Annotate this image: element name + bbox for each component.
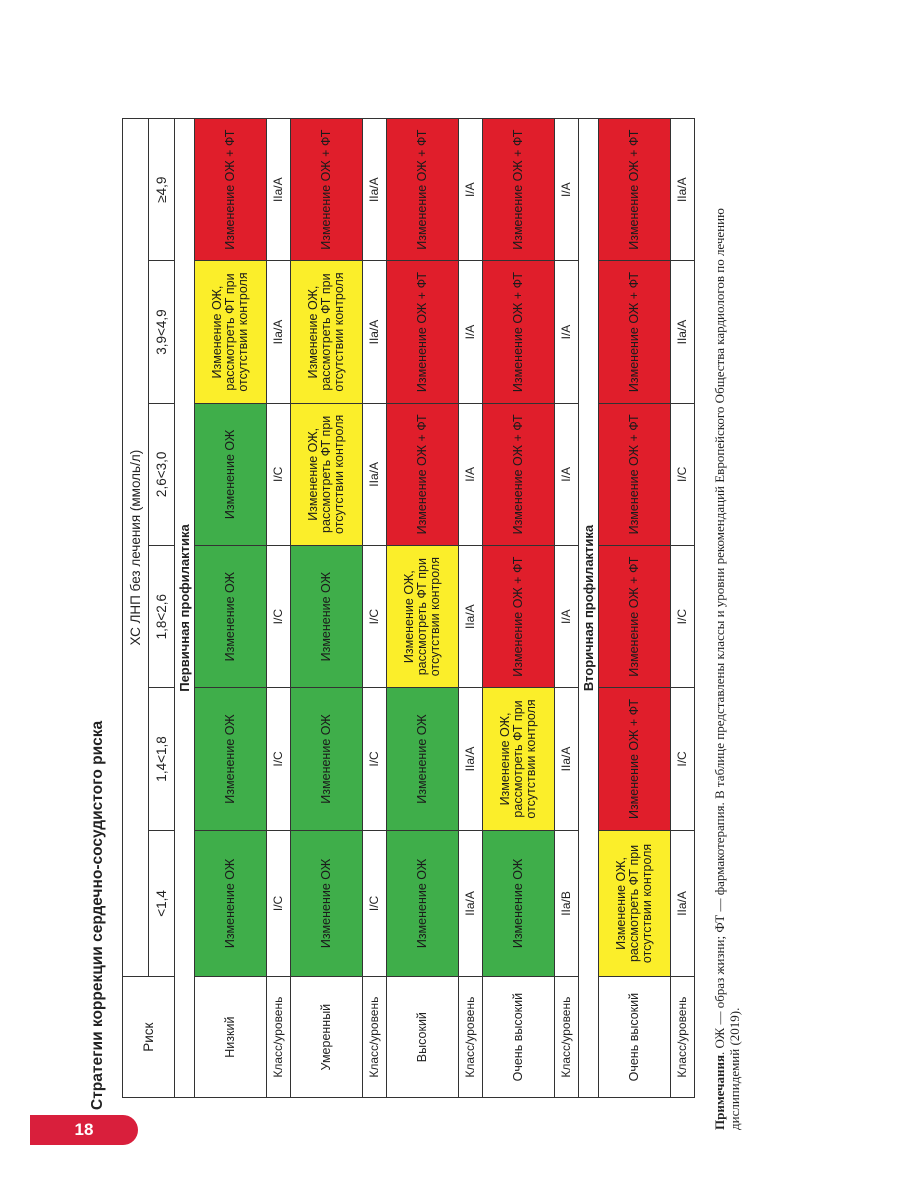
page-number: 18 [30,1115,138,1145]
recommendation-cell: Изменение ОЖ, рассмотреть ФТ при отсутствии контроля [291,261,363,403]
class-cell: I/A [555,403,579,545]
recommendation-cell: Изменение ОЖ, рассмотреть ФТ при отсутствии контроля [387,546,459,688]
column-header: 2,6<3,0 [149,403,175,545]
class-cell: I/C [671,688,695,830]
recommendation-cell: Изменение ОЖ + ФТ [483,403,555,545]
section-header: Вторичная профилактика [579,119,599,1098]
class-row [459,119,483,1098]
column-header: ≥4,9 [149,119,175,261]
recommendation-cell: Изменение ОЖ + ФТ [599,119,671,261]
table-row [483,119,555,1098]
recommendation-cell: Изменение ОЖ, рассмотреть ФТ при отсутствии контроля [291,403,363,545]
recommendation-cell: Изменение ОЖ + ФТ [483,546,555,688]
class-label: Класс/уровень [555,977,579,1098]
recommendation-cell: Изменение ОЖ [483,830,555,977]
rotated-content [84,110,720,1110]
recommendation-cell: Изменение ОЖ, рассмотреть ФТ при отсутствии контроля [599,830,671,977]
recommendation-cell: Изменение ОЖ [195,688,267,830]
class-row [671,119,695,1098]
class-cell: I/C [267,546,291,688]
class-cell: IIa/A [671,119,695,261]
class-cell: IIa/A [459,688,483,830]
recommendation-cell: Изменение ОЖ + ФТ [599,403,671,545]
class-row [267,119,291,1098]
recommendation-cell: Изменение ОЖ, рассмотреть ФТ при отсутствии контроля [483,688,555,830]
class-cell: IIa/A [671,830,695,977]
recommendation-cell: Изменение ОЖ + ФТ [599,688,671,830]
class-cell: I/C [363,688,387,830]
class-cell: I/A [459,119,483,261]
section-header: Первичная профилактика [175,119,195,1098]
class-cell: I/C [363,830,387,977]
class-cell: I/A [555,546,579,688]
class-cell: IIa/A [363,119,387,261]
class-label: Класс/уровень [363,977,387,1098]
recommendation-cell: Изменение ОЖ [195,546,267,688]
recommendation-cell: Изменение ОЖ + ФТ [195,119,267,261]
class-label: Класс/уровень [267,977,291,1098]
class-cell: IIa/A [555,688,579,830]
class-cell: I/A [459,261,483,403]
footnote [712,130,742,1130]
class-cell: IIa/A [267,119,291,261]
class-cell: I/C [363,546,387,688]
recommendation-cell: Изменение ОЖ + ФТ [599,261,671,403]
risk-level: Очень высокий [599,977,671,1098]
recommendation-cell: Изменение ОЖ + ФТ [291,119,363,261]
risk-table [122,118,695,1098]
recommendation-cell: Изменение ОЖ + ФТ [599,546,671,688]
class-label: Класс/уровень [671,977,695,1098]
recommendation-cell: Изменение ОЖ [291,830,363,977]
column-header: 3,9<4,9 [149,261,175,403]
column-header: 1,4<1,8 [149,688,175,830]
class-cell: IIa/B [555,830,579,977]
class-cell: I/C [267,403,291,545]
class-row [363,119,387,1098]
table-row [291,119,363,1098]
risk-level: Низкий [195,977,267,1098]
class-cell: I/C [267,830,291,977]
recommendation-cell: Изменение ОЖ + ФТ [483,261,555,403]
recommendation-cell: Изменение ОЖ [291,688,363,830]
recommendation-cell: Изменение ОЖ [387,688,459,830]
table-row [387,119,459,1098]
recommendation-cell: Изменение ОЖ [195,403,267,545]
risk-header: Риск [123,977,175,1098]
class-row [555,119,579,1098]
class-cell: I/A [555,261,579,403]
class-cell: I/A [459,403,483,545]
recommendation-cell: Изменение ОЖ, рассмотреть ФТ при отсутствии контроля [195,261,267,403]
class-label: Класс/уровень [459,977,483,1098]
class-cell: IIa/A [671,261,695,403]
class-cell: I/C [671,403,695,545]
footnote-label: Примечания [712,1055,727,1130]
class-cell: IIa/A [363,403,387,545]
ldl-header: ХС ЛНП без лечения (ммоль/л) [123,119,149,977]
page-title: Стратегии коррекции сердечно-сосудистого риска [89,720,106,1110]
class-cell: I/C [267,688,291,830]
recommendation-cell: Изменение ОЖ + ФТ [387,261,459,403]
footnote-text: . ОЖ — образ жизни; ФТ — фармакотерапия. В таблице представлены классы и уровни рекомендаций Европейского Общества кардиологов по лечению дислипидемий (2019). [712,208,742,1130]
risk-level: Очень высокий [483,977,555,1098]
table-row [599,119,671,1098]
class-cell: IIa/A [363,261,387,403]
class-cell: IIa/A [459,546,483,688]
table-row [195,119,267,1098]
risk-level: Высокий [387,977,459,1098]
recommendation-cell: Изменение ОЖ [387,830,459,977]
recommendation-cell: Изменение ОЖ + ФТ [387,119,459,261]
recommendation-cell: Изменение ОЖ + ФТ [483,119,555,261]
recommendation-cell: Изменение ОЖ [291,546,363,688]
recommendation-cell: Изменение ОЖ + ФТ [387,403,459,545]
risk-level: Умеренный [291,977,363,1098]
class-cell: IIa/A [267,261,291,403]
class-cell: IIa/A [459,830,483,977]
column-header: <1,4 [149,830,175,977]
recommendation-cell: Изменение ОЖ [195,830,267,977]
class-cell: I/A [555,119,579,261]
class-cell: I/C [671,546,695,688]
column-header: 1,8<2,6 [149,546,175,688]
